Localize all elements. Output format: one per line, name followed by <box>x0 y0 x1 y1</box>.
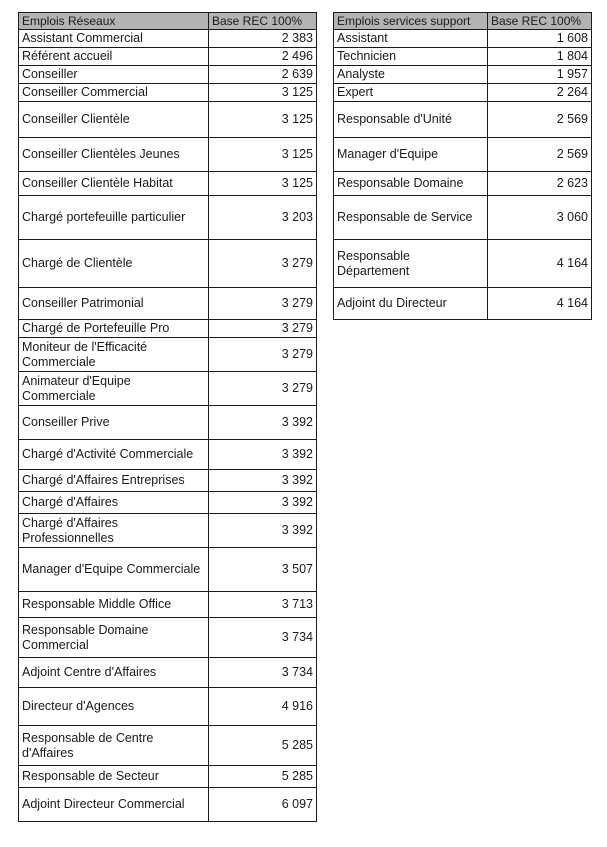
base-rec-cell: 3 279 <box>209 320 317 338</box>
job-title-cell: Conseiller Clientèles Jeunes <box>19 138 209 172</box>
base-rec-cell: 3 279 <box>209 372 317 406</box>
table-row <box>19 372 317 406</box>
job-title-cell: Conseiller <box>19 66 209 84</box>
job-title-cell: Adjoint Directeur Commercial <box>19 788 209 822</box>
job-title-cell: Responsable de Centre d'Affaires <box>19 726 209 766</box>
table-row <box>19 138 317 172</box>
job-title-cell: Conseiller Clientèle Habitat <box>19 172 209 196</box>
table-row <box>19 492 317 514</box>
base-rec-cell: 6 097 <box>209 788 317 822</box>
base-rec-cell: 2 623 <box>488 172 592 196</box>
job-title-cell: Responsable Domaine <box>334 172 488 196</box>
table-header-row <box>19 13 317 30</box>
base-rec-cell: 1 957 <box>488 66 592 84</box>
column-header-base: Base REC 100% <box>488 13 592 30</box>
base-rec-cell: 3 279 <box>209 338 317 372</box>
base-rec-cell: 4 916 <box>209 688 317 726</box>
base-rec-cell: 2 569 <box>488 102 592 138</box>
table-row <box>334 288 592 320</box>
job-title-cell: Assistant <box>334 30 488 48</box>
base-rec-cell: 2 264 <box>488 84 592 102</box>
table-row <box>334 84 592 102</box>
job-title-cell: Responsable Département <box>334 240 488 288</box>
base-rec-cell: 3 507 <box>209 548 317 592</box>
base-rec-cell: 3 392 <box>209 406 317 440</box>
column-header-job: Emplois services support <box>334 13 488 30</box>
job-title-cell: Moniteur de l'Efficacité Commerciale <box>19 338 209 372</box>
base-rec-cell: 4 164 <box>488 288 592 320</box>
table-row <box>19 658 317 688</box>
job-title-cell: Manager d'Equipe Commerciale <box>19 548 209 592</box>
table-row <box>19 172 317 196</box>
base-rec-cell: 1 608 <box>488 30 592 48</box>
network-jobs-table <box>18 12 317 822</box>
table-row <box>19 288 317 320</box>
table-row <box>19 788 317 822</box>
table-row <box>19 470 317 492</box>
base-rec-cell: 3 279 <box>209 240 317 288</box>
table-row <box>334 138 592 172</box>
job-title-cell: Technicien <box>334 48 488 66</box>
job-title-cell: Chargé de Clientèle <box>19 240 209 288</box>
job-title-cell: Responsable d'Unité <box>334 102 488 138</box>
job-title-cell: Adjoint du Directeur <box>334 288 488 320</box>
table-row <box>19 30 317 48</box>
table-row <box>19 688 317 726</box>
table-row <box>334 196 592 240</box>
base-rec-cell: 2 569 <box>488 138 592 172</box>
support-jobs-table <box>333 12 592 320</box>
column-header-job: Emplois Réseaux <box>19 13 209 30</box>
table-row <box>19 548 317 592</box>
base-rec-cell: 4 164 <box>488 240 592 288</box>
base-rec-cell: 3 392 <box>209 492 317 514</box>
table-row <box>19 48 317 66</box>
table-row <box>19 592 317 618</box>
table-row <box>19 102 317 138</box>
job-title-cell: Conseiller Prive <box>19 406 209 440</box>
job-title-cell: Responsable de Service <box>334 196 488 240</box>
base-rec-cell: 2 496 <box>209 48 317 66</box>
table-row <box>19 338 317 372</box>
table-row <box>19 240 317 288</box>
job-title-cell: Chargé de Portefeuille Pro <box>19 320 209 338</box>
base-rec-cell: 3 203 <box>209 196 317 240</box>
table-row <box>19 320 317 338</box>
job-title-cell: Adjoint Centre d'Affaires <box>19 658 209 688</box>
job-title-cell: Responsable de Secteur <box>19 766 209 788</box>
base-rec-cell: 3 713 <box>209 592 317 618</box>
job-title-cell: Référent accueil <box>19 48 209 66</box>
base-rec-cell: 2 639 <box>209 66 317 84</box>
table-row <box>19 440 317 470</box>
table-row <box>334 172 592 196</box>
base-rec-cell: 3 392 <box>209 440 317 470</box>
table-row <box>19 618 317 658</box>
job-title-cell: Chargé d'Activité Commerciale <box>19 440 209 470</box>
job-title-cell: Conseiller Patrimonial <box>19 288 209 320</box>
base-rec-cell: 3 125 <box>209 138 317 172</box>
base-rec-cell: 5 285 <box>209 766 317 788</box>
table-row <box>19 766 317 788</box>
job-title-cell: Assistant Commercial <box>19 30 209 48</box>
table-row <box>19 514 317 548</box>
table-row <box>19 66 317 84</box>
table-row <box>334 48 592 66</box>
job-title-cell: Responsable Middle Office <box>19 592 209 618</box>
job-title-cell: Chargé d'Affaires Professionnelles <box>19 514 209 548</box>
base-rec-cell: 3 392 <box>209 470 317 492</box>
table-row <box>334 66 592 84</box>
job-title-cell: Conseiller Commercial <box>19 84 209 102</box>
table-row <box>19 726 317 766</box>
table-header-row <box>334 13 592 30</box>
job-title-cell: Responsable Domaine Commercial <box>19 618 209 658</box>
job-title-cell: Animateur d'Equipe Commerciale <box>19 372 209 406</box>
job-title-cell: Chargé portefeuille particulier <box>19 196 209 240</box>
base-rec-cell: 3 734 <box>209 658 317 688</box>
job-title-cell: Chargé d'Affaires <box>19 492 209 514</box>
base-rec-cell: 3 392 <box>209 514 317 548</box>
table-row <box>334 102 592 138</box>
job-title-cell: Expert <box>334 84 488 102</box>
base-rec-cell: 1 804 <box>488 48 592 66</box>
base-rec-cell: 3 125 <box>209 102 317 138</box>
table-row <box>334 30 592 48</box>
base-rec-cell: 3 125 <box>209 172 317 196</box>
column-header-base: Base REC 100% <box>209 13 317 30</box>
base-rec-cell: 2 383 <box>209 30 317 48</box>
table-row <box>19 406 317 440</box>
table-row <box>19 196 317 240</box>
table-row <box>19 84 317 102</box>
base-rec-cell: 3 279 <box>209 288 317 320</box>
job-title-cell: Manager d'Equipe <box>334 138 488 172</box>
base-rec-cell: 5 285 <box>209 726 317 766</box>
base-rec-cell: 3 060 <box>488 196 592 240</box>
job-title-cell: Chargé d'Affaires Entreprises <box>19 470 209 492</box>
job-title-cell: Directeur d'Agences <box>19 688 209 726</box>
job-title-cell: Conseiller Clientèle <box>19 102 209 138</box>
table-row <box>334 240 592 288</box>
base-rec-cell: 3 125 <box>209 84 317 102</box>
job-title-cell: Analyste <box>334 66 488 84</box>
base-rec-cell: 3 734 <box>209 618 317 658</box>
